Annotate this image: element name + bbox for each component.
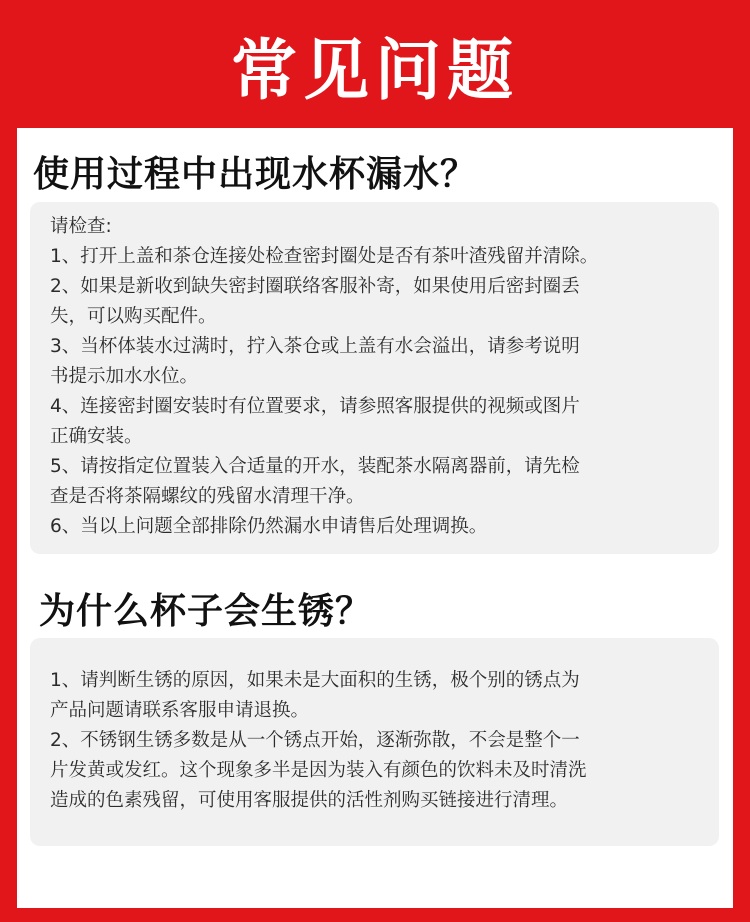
faq-question-2: 为什么杯子会生锈？: [39, 591, 373, 632]
answer-line: 1、打开上盖和茶仓连接处检查密封圈处是否有茶叶渣残留并清除。: [50, 246, 599, 267]
answer-line: 4、连接密封圈安装时有位置要求，请参照客服提供的视频或图片: [50, 396, 580, 417]
faq-answer-2: [30, 638, 719, 846]
answer-line: 产品问题请联系客服申请退换。: [50, 700, 310, 721]
answer-line: 2、不锈钢生锈多数是从一个锈点开始，逐渐弥散，不会是整个一: [50, 730, 580, 751]
answer-line: 造成的色素残留，可使用客服提供的活性剂购买链接进行清理。: [50, 790, 569, 811]
answer-line: 查是否将茶隔螺纹的残留水清理干净。: [50, 486, 365, 507]
answer-line: 1、请判断生锈的原因，如果未是大面积的生锈，极个别的锈点为: [50, 670, 580, 691]
answer-line: 书提示加水水位。: [50, 366, 199, 387]
answer-line: 3、当杯体装水过满时，拧入茶仓或上盖有水会溢出，请参考说明: [50, 336, 580, 357]
faq-answer-1: [30, 202, 719, 554]
answer-line: 片发黄或发红。这个现象多半是因为装入有颜色的饮料未及时清洗: [50, 760, 587, 781]
faq-panel: [17, 128, 733, 908]
faq-question-1: 使用过程中出现水杯漏水？: [33, 154, 478, 195]
answer-line: 6、当以上问题全部排除仍然漏水申请售后处理调换。: [50, 516, 488, 537]
answer-line: 请检查:: [50, 216, 112, 237]
answer-line: 5、请按指定位置装入合适量的开水，装配茶水隔离器前，请先检: [50, 456, 580, 477]
page-title: 常见问题: [231, 31, 519, 109]
answer-line: 正确安装。: [50, 426, 143, 447]
answer-line: 2、如果是新收到缺失密封圈联络客服补寄，如果使用后密封圈丢: [50, 276, 580, 297]
answer-line: 失，可以购买配件。: [50, 306, 217, 327]
